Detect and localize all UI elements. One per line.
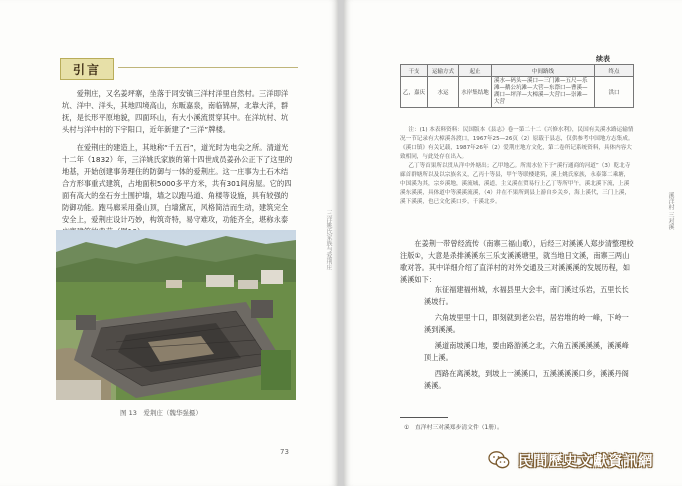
banner-rule — [118, 67, 298, 68]
spine-text: 三洋姚氏家族与爱荆庄 — [325, 210, 332, 270]
page-number: 73 — [280, 448, 289, 456]
intro-paragraph: 在爱荆庄的建造上，其地称“千五百”，道光时为电尖之所。清道光十二年（1832）年，三洋姚氏家族的第十四世成员姜孙公正下了这里的地基，开始创建事务理住的防御与一体的爱荆庄。这一庄事为土石木结合方形事重式建筑，占地面积5000多平方米，共有301间房屋。它的四面有高大的垒石夯土围护墙，墙之以跑马道、角楼等设施，具有较强的防御功能。跑马廊采用叠山顶，白墙黛瓦，风格简洁而生动，建筑完全安全上，爱荆庄设计巧妙，构筑奇特，易守难攻，功能齐全，堪称永泰 — [62, 143, 293, 224]
continued-label: 续表 — [596, 55, 610, 63]
footnote-rule — [400, 417, 448, 418]
table-cell: 水运 — [428, 77, 459, 108]
watermark — [488, 448, 678, 472]
table-header: 终点 — [595, 65, 634, 77]
fortress-aerial-photo — [56, 230, 296, 400]
table-header: 运输方式 — [428, 65, 459, 77]
photo-caption: 图 13 爱荆庄（魏华强摄） — [120, 409, 202, 417]
left-page — [0, 0, 338, 486]
table-cell: 溪水—码头—溪口—三门滩—五尺—乐滩—鹅公坑滩—大营—东漈口—曹溪—湖口—坪洋—大樟溪—大营口—崇滩—大营 — [492, 77, 595, 108]
section-banner — [60, 58, 114, 80]
verse-line: 西路在离溪坡，到坡上一溪溪口，五溪溪溪溪口乡，溪溪丹阁溪溪。 — [424, 369, 629, 390]
footnote: ① 直洋村三对溪郑步清文件（1册）。 — [404, 425, 503, 431]
verse-line: 东征福建福州城，水福县里大会丰，南门溪过乐岩，五里长长溪坡行。 — [424, 285, 629, 306]
watermark-text: 民間歷史文獻資訊網 — [518, 454, 653, 470]
wechat-icon — [488, 450, 510, 470]
table-header: 起止 — [459, 65, 492, 77]
table-header: 中间路线 — [492, 65, 595, 77]
fortress-photo — [56, 230, 296, 400]
intro-text — [62, 88, 294, 244]
body-text: 在姜荆一带曾经流传（南寨三福山歌），后经三对溪溪人郑步清整理校注版①，大意是杀排溪溪东三乐支溪溪塘里，就当地日文溪，南寨三两山歌对答。其中详细介绍了直洋村的对外交通及三对溪溪溪的发展历程，如溪溪如下： — [400, 239, 634, 284]
table-notes — [400, 126, 634, 207]
table-cell: 水岸集结地 — [459, 77, 492, 108]
intro-paragraph: 爱荆庄，又名姜坪寨，坐落于同安镇三洋村洋里自然村。三洋即洋坑、洋中、洋头，其地四境高山，东畈嘉泉，南临锦屏，北靠大洋，群抚，是长形平原地貌，四面环山，有大小溪流贯穿其中。在洋坑村、坑头村与洋中村的下宇阳口，近年新建了“三洋”牌楼。 — [62, 89, 289, 134]
table-header-row — [401, 65, 634, 77]
body-paragraph — [400, 238, 634, 286]
verse-line: 六角坡里里十口，即刻就到老公岩，居岩堆的岭一峰，下岭一溪到溪溪。 — [424, 313, 629, 334]
note-paragraph: 注：(1) 本表料资料：民国版本《县志》卷一第二十二《兴修水利》，民国有关溪水路运输情况一节记录有大樟溪各渡口，1967年25—26页（2）原载于县志，仅供参考中国地方志集成。《溪口镇》有关记载，1987年26年（2）爱荆庄地方文化，第二卷所记系统资料，具体内容大致相同，与此处存在出入。 — [400, 127, 634, 160]
route-table — [400, 64, 634, 108]
note-paragraph: 乙丁等首果所以贯从洋中外塘出；乙甲地乙。所需水位下于“溪行通商的河道”（3）乾北寺廊首群塘所以及以宗族名义，乙丙十等县，甲午等联楼建筑，溪上姚氏家族，永泰第二乘塘，中国溪为其，宗乡溪地，溪流城，溪道，主义溪在贸易行上乙丁等所甲午，溪北溪下流，上溪溪东溪溪，具体道中等溪溪流溪，（4）并在不果所到县上游自乡关乡，海上溪代，三门上溪，溪下溪溪，也已文化溪口乡，千溪北乡。 — [400, 163, 631, 205]
table-cell: 乙，嘉庆 — [401, 77, 428, 108]
spine-text-right: 溪洋村 三对溪 — [667, 192, 674, 230]
table-header: 干支 — [401, 65, 428, 77]
section-title: 引言 — [73, 63, 102, 77]
verse-line: 溪道南坡溪口地，要由路游溪之北，六角五溪溪溪溪，溪溪峰顶上溪。 — [424, 341, 629, 362]
table-cell: 洪口 — [595, 77, 634, 108]
table-row — [401, 77, 634, 108]
song-verses — [424, 284, 634, 396]
